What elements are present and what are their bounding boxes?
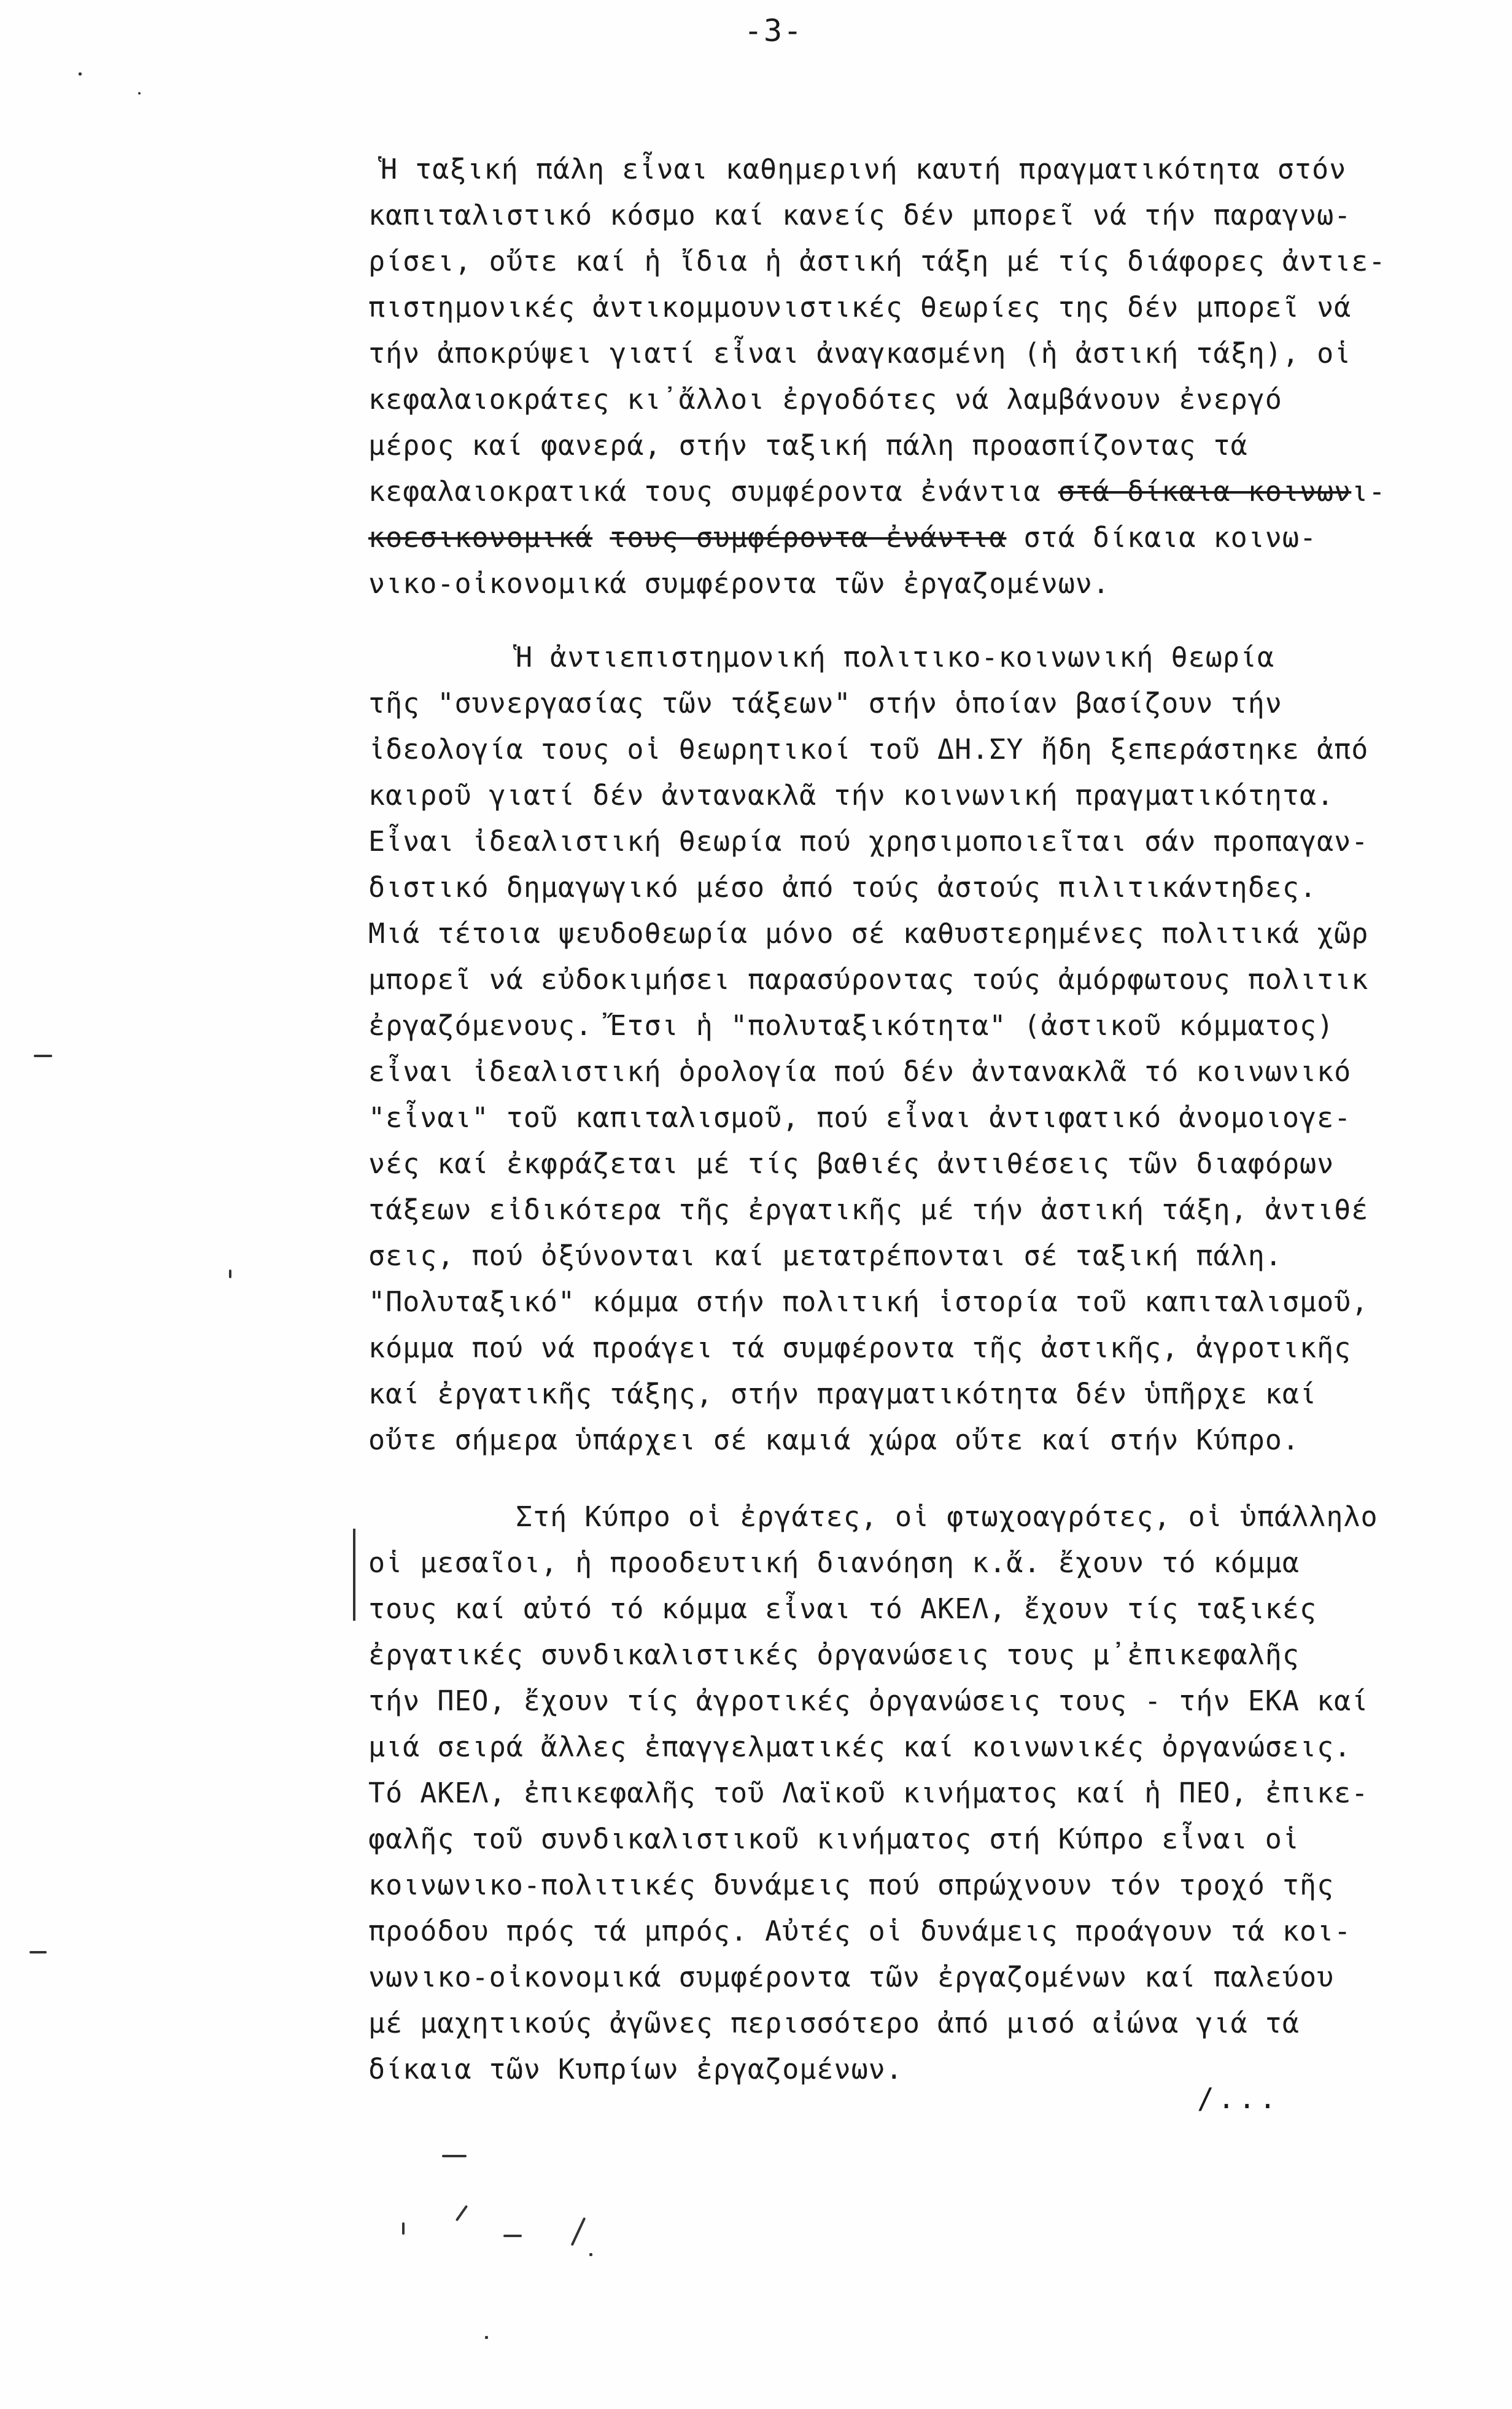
paragraph-3-line: δίκαια τῶν Κυπρίων ἐργαζομένων. (368, 2053, 903, 2085)
paragraph-2-line: εἶναι ἰδεαλιστική ὁρολογία πού δέν ἀντανακλᾶ τό κοινωνικό (368, 1055, 1352, 1088)
scan-speck (589, 2253, 592, 2256)
paragraph-2-line: διστικό δημαγωγικό μέσο ἀπό τούς ἀστούς πιλιτικάντηδες. (368, 871, 1317, 904)
scan-speck (229, 1270, 231, 1278)
paragraph-3-line: τήν ΠΕΟ, ἔχουν τίς ἀγροτικές ὀργανώσεις τους - τήν ΕΚΑ καί (368, 1685, 1369, 1717)
paragraph-2-line: ἐργαζόμενους. Ἔτσι ἡ "πολυταξικότητα" (ἀστικοῦ κόμματος) (368, 1009, 1335, 1042)
scan-speck (79, 72, 82, 76)
paragraph-2-line: κόμμα πού νά προάγει τά συμφέροντα τῆς ἀστικῆς, ἀγροτικῆς (368, 1332, 1352, 1364)
paragraph-3-line: οἱ μεσαῖοι, ἡ προοδευτική διανόηση κ.ἄ. ἔχουν τό κόμμα (368, 1546, 1300, 1579)
paragraph-1-line: μέρος καί φανερά, στήν ταξική πάλη προασπίζοντας τά (368, 429, 1248, 462)
hyphen-tail: ι- (1351, 475, 1386, 508)
paragraph-1-line (368, 521, 1317, 555)
scan-speck (571, 2217, 586, 2246)
paragraph-3-line: Τό ΑΚΕΛ, ἐπικεφαλῆς τοῦ Λαϊκοῦ κινήματος καί ἡ ΠΕΟ, ἐπικε- (368, 1777, 1369, 1809)
paragraph-1-line (368, 475, 1386, 509)
scan-speck (503, 2235, 522, 2237)
paragraph-1-line: κεφαλαιοκράτες κι᾽ἄλλοι ἐργοδότες νά λαμβάνουν ἐνεργό (368, 383, 1282, 416)
scan-speck (442, 2155, 467, 2157)
paragraph-2-line: νές καί ἐκφράζεται μέ τίς βαθιές ἀντιθέσεις τῶν διαφόρων (368, 1147, 1335, 1180)
paragraph-2-line: Εἶναι ἰδεαλιστική θεωρία πού χρησιμοποιεῖται σάν προπαγαν- (368, 825, 1369, 858)
paragraph-2-line: "Πολυταξικό" κόμμα στήν πολιτική ἱστορία τοῦ καπιταλισμοῦ, (368, 1286, 1369, 1318)
paragraph-3-line: φαλῆς τοῦ συνδικαλιστικοῦ κινήματος στή Κύπρο εἶναι οἱ (368, 1823, 1300, 1855)
struck-text: τους συμφέροντα ἐνάντια (610, 521, 1007, 554)
paragraph-2-line: Μιά τέτοια ψευδοθεωρία μόνο σέ καθυστερημένες πολιτικά χῶρ (368, 917, 1369, 950)
scan-speck (456, 2205, 468, 2222)
scan-speck (402, 2222, 405, 2235)
paragraph-3-line: νωνικο-οἰκονομικά συμφέροντα τῶν ἐργαζομένων καί παλεύου (368, 1961, 1335, 1993)
paragraph-1-line: νικο-οἰκονομικά συμφέροντα τῶν ἐργαζομένων. (368, 567, 1110, 600)
paragraph-3-line: κοινωνικο-πολιτικές δυνάμεις πού σπρώχνουν τόν τροχό τῆς (368, 1869, 1335, 1901)
scan-speck (34, 1055, 52, 1057)
paragraph-2-line: καιροῦ γιατί δέν ἀντανακλᾶ τήν κοινωνική πραγματικότητα. (368, 779, 1335, 812)
scan-speck (29, 1951, 47, 1953)
paragraph-2-line: σεις, πού ὀξύνονται καί μετατρέπονται σέ ταξική πάλη. (368, 1239, 1282, 1272)
struck-text: στά δίκαια κοινων (1058, 475, 1352, 508)
paragraph-3-line: μιά σειρά ἄλλες ἐπαγγελματικές καί κοινωνικές ὀργανώσεις. (368, 1731, 1352, 1763)
paragraph-3-line: ἐργατικές συνδικαλιστικές ὀργανώσεις τους μ᾽ἐπικεφαλῆς (368, 1639, 1300, 1671)
paragraph-1-line: ρίσει, οὔτε καί ἡ ἴδια ἡ ἀστική τάξη μέ τίς διάφορες ἀντιε- (368, 245, 1386, 277)
paragraph-3-line: τους καί αὐτό τό κόμμα εἶναι τό ΑΚΕΛ, ἔχουν τίς ταξικές (368, 1592, 1317, 1625)
paragraph-3-line: μέ μαχητικούς ἀγῶνες περισσότερο ἀπό μισό αἰώνα γιά τά (368, 2007, 1300, 2039)
scan-speck (485, 2336, 488, 2339)
paragraph-1-line: τήν ἀποκρύψει γιατί εἶναι ἀναγκασμένη (ἡ ἀστική τάξη), οἱ (368, 337, 1352, 370)
paragraph-2-line: Ἡ ἀντιεπιστημονική πολιτικο-κοινωνική θεωρία (516, 641, 1275, 673)
paragraph-2-line: μπορεῖ νά εὐδοκιμήσει παρασύροντας τούς ἀμόρφωτους πολιτικ (368, 963, 1369, 996)
paragraph-2-line: "εἶναι" τοῦ καπιταλισμοῦ, πού εἶναι ἀντιφατικό ἀνομοιογε- (368, 1101, 1352, 1134)
paragraph-2-line: τάξεων εἰδικότερα τῆς ἐργατικῆς μέ τήν ἀστική τάξη, ἀντιθέ (368, 1193, 1369, 1226)
paragraph-1-line: καπιταλιστικό κόσμο καί κανείς δέν μπορεῖ νά τήν παραγνω- (368, 199, 1352, 231)
scan-speck (138, 92, 141, 95)
paragraph-2-line: τῆς "συνεργασίας τῶν τάξεων" στήν ὁποίαν βασίζουν τήν (368, 687, 1282, 720)
paragraph-2-line: οὔτε σήμερα ὑπάρχει σέ καμιά χώρα οὔτε καί στήν Κύπρο. (368, 1424, 1300, 1456)
margin-bracket-mark (353, 1529, 355, 1621)
paragraph-2-line: καί ἐργατικῆς τάξης, στήν πραγματικότητα δέν ὑπῆρχε καί (368, 1378, 1317, 1410)
paragraph-3-line: Στή Κύπρο οἱ ἐργάτες, οἱ φτωχοαγρότες, οἱ ὑπάλληλο (516, 1500, 1378, 1533)
paragraph-1-text: στά δίκαια κοινω- (1006, 521, 1317, 554)
paragraph-1-line: Ἡ ταξική πάλη εἶναι καθημερινή καυτή πραγματικότητα στόν (381, 153, 1347, 185)
continuation-mark: /... (1197, 2082, 1280, 2115)
paragraph-3-line: προόδου πρός τά μπρός. Αὐτές οἱ δυνάμεις προάγουν τά κοι- (368, 1915, 1352, 1947)
page-number: -3- (743, 13, 804, 48)
paragraph-1-text: κεφαλαιοκρατικά τους συμφέροντα ἐνάντια (368, 475, 1041, 508)
paragraph-2-line: ἰδεολογία τους οἱ θεωρητικοί τοῦ ΔΗ.ΣΥ ἤδη ξεπεράστηκε ἀπό (368, 733, 1369, 766)
paragraph-1-line: πιστημονικές ἀντικομμουνιστικές θεωρίες της δέν μπορεῖ νά (368, 291, 1352, 324)
struck-text: κοεσικονομικά (368, 521, 593, 554)
